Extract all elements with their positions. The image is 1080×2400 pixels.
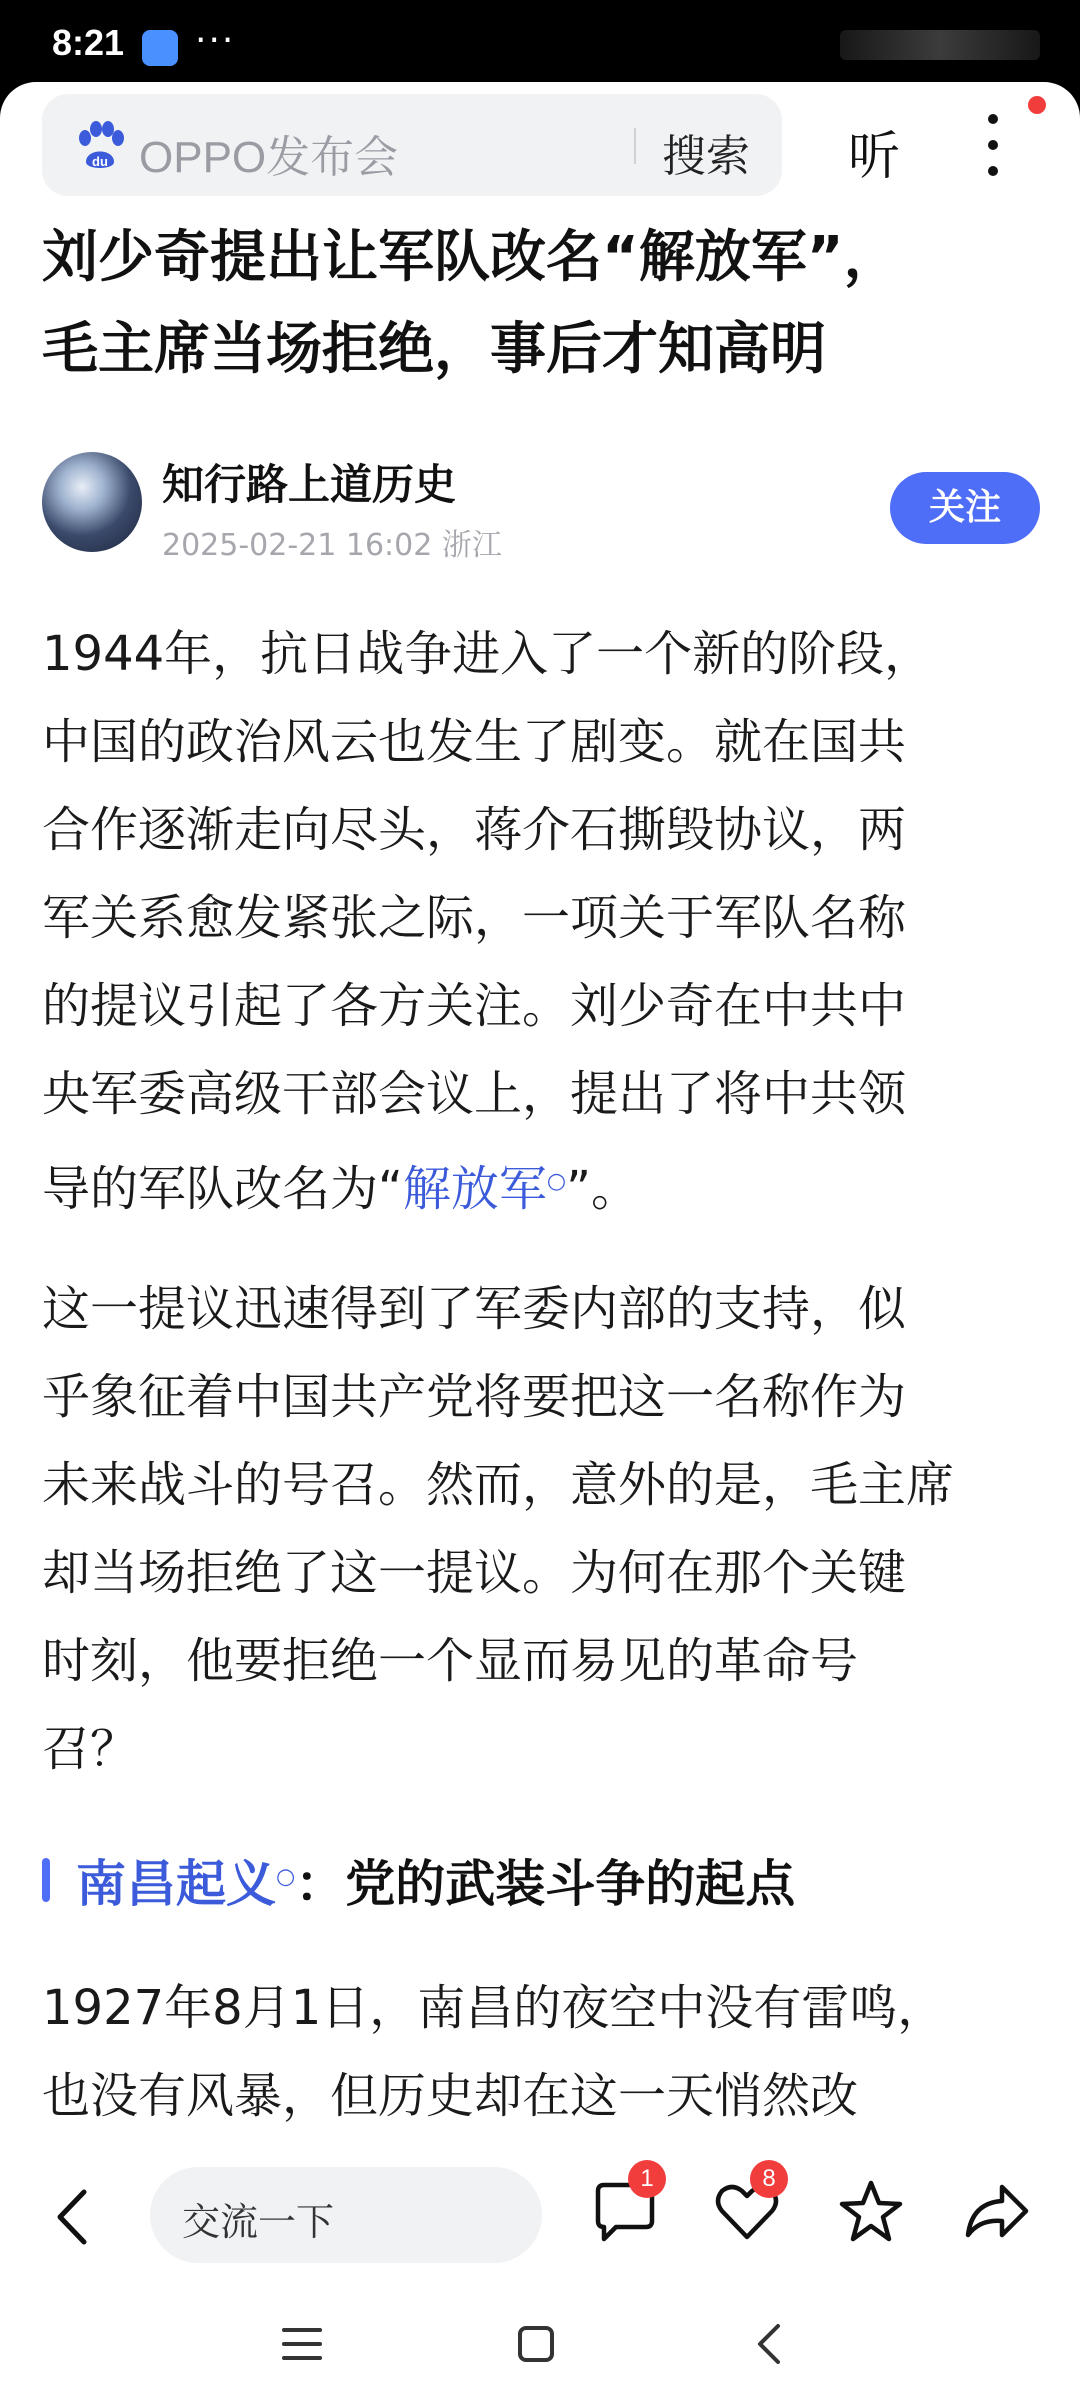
keyword-link[interactable]: 解放军 xyxy=(402,1161,547,1217)
author-avatar[interactable] xyxy=(42,452,142,552)
text-run: ”。 xyxy=(566,1161,639,1217)
paragraph-1 xyxy=(42,610,1042,1233)
status-indicators xyxy=(840,30,1040,60)
svg-text:du: du xyxy=(92,154,108,169)
status-bar xyxy=(0,0,1080,95)
article-title xyxy=(42,212,1042,396)
author-name[interactable]: 知行路上道历史 xyxy=(162,460,457,509)
listen-button[interactable]: 听 xyxy=(848,127,901,187)
nav-back-icon[interactable] xyxy=(740,2314,800,2374)
menu-icon[interactable] xyxy=(272,2314,332,2374)
search-divider xyxy=(634,128,636,164)
text-line: 的提议引起了各方关注。刘少奇在中共中 xyxy=(42,978,907,1034)
text-line: 却当场拒绝了这一提议。为何在那个关键 xyxy=(42,1545,907,1601)
text-line: 中国的政治风云也发生了剧变。就在国共 xyxy=(42,714,907,770)
search-bar[interactable] xyxy=(42,94,782,196)
back-arrow-icon[interactable] xyxy=(48,2182,98,2252)
search-small-icon: ○ xyxy=(276,1864,296,1890)
title-line: 毛主席当场拒绝，事后才知高明 xyxy=(42,317,826,382)
text-line: 未来战斗的号召。然而，意外的是，毛主席 xyxy=(42,1457,955,1513)
text-line: 也没有风暴，但历史却在这一天悄然改 xyxy=(42,2068,859,2124)
more-vert-icon[interactable] xyxy=(972,110,1012,180)
app-screen xyxy=(0,82,1080,2400)
like-count-badge: 8 xyxy=(750,2160,788,2198)
title-line: 刘少奇提出让军队改名“解放军”， xyxy=(42,225,900,290)
text-line: 乎象征着中国共产党将要把这一名称作为 xyxy=(42,1369,907,1425)
bottom-action-bar xyxy=(0,2142,1080,2292)
app-notification-icon xyxy=(142,30,178,66)
publish-meta: 2025-02-21 16:02 浙江 xyxy=(162,528,502,563)
text-line: 合作逐渐走向尽头，蒋介石撕毁协议，两 xyxy=(42,802,907,858)
share-icon[interactable] xyxy=(962,2177,1032,2247)
text-line xyxy=(42,1138,1042,1233)
system-nav-bar xyxy=(0,2292,1080,2400)
text-line: 时刻，他要拒绝一个显而易见的革命号 xyxy=(42,1633,859,1689)
search-small-icon: ○ xyxy=(546,1169,567,1194)
search-button[interactable]: 搜索 xyxy=(662,131,750,182)
comment-placeholder: 交流一下 xyxy=(182,2200,335,2244)
paragraph-2 xyxy=(42,1265,1042,1793)
star-icon[interactable] xyxy=(836,2177,906,2247)
more-notifications-icon: ··· xyxy=(195,20,236,61)
text-line: 这一提议迅速得到了军委内部的支持，似 xyxy=(42,1281,907,1337)
section-heading-text: ：党的武装斗争的起点 xyxy=(295,1855,796,1913)
text-line: 1927年8月1日，南昌的夜空中没有雷鸣， xyxy=(42,1980,946,2036)
comment-count-badge: 1 xyxy=(628,2160,666,2198)
section-marker xyxy=(42,1858,50,1902)
notification-dot xyxy=(1028,96,1046,114)
home-square-icon[interactable] xyxy=(506,2314,566,2374)
follow-button[interactable]: 关注 xyxy=(890,472,1040,544)
section-heading xyxy=(76,1844,795,1916)
text-run: 导的军队改名为“ xyxy=(42,1161,403,1217)
text-line: 央军委高级干部会议上，提出了将中共领 xyxy=(42,1066,907,1122)
baidu-paw-icon xyxy=(72,118,128,174)
text-line: 1944年，抗日战争进入了一个新的阶段， xyxy=(42,626,933,682)
search-input[interactable]: OPPO发布会 xyxy=(139,133,399,182)
text-line: 军关系愈发紧张之际，一项关于军队名称 xyxy=(42,890,907,946)
status-time: 8:21 xyxy=(52,22,125,63)
text-line: 召？ xyxy=(42,1721,139,1777)
comment-input[interactable] xyxy=(150,2167,542,2263)
paragraph-3 xyxy=(42,1964,1042,2140)
keyword-link[interactable]: 南昌起义 xyxy=(76,1855,276,1913)
